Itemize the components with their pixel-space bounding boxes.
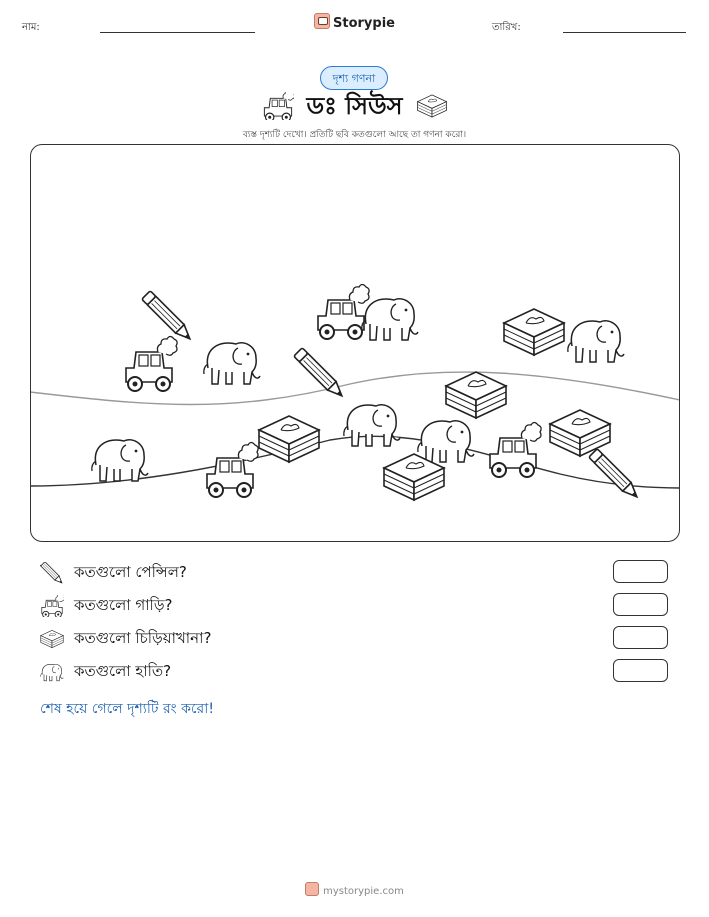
instruction-text: ব্যস্ত দৃশ্যটি দেখো। প্রতিটি ছবি কতগুলো আছে তা গণনা করো। <box>242 130 467 140</box>
zoo-4 <box>384 454 444 500</box>
brand-logo <box>0 13 709 31</box>
answer-box-elephants[interactable] <box>613 659 668 682</box>
zoo-5 <box>550 410 610 456</box>
finish-instruction: শেষ হয়ে গেলে দৃশ্যটি রং করো! <box>40 701 214 717</box>
page-title: ডঃ সিউস <box>306 92 403 120</box>
question-zoos <box>40 626 680 652</box>
zoo-icon <box>416 94 448 118</box>
date-label: তারিখ: <box>492 22 521 33</box>
pencil-icon <box>40 562 64 584</box>
question-pencils <box>40 560 680 586</box>
car-1 <box>126 336 177 391</box>
pencil-2 <box>293 347 345 399</box>
storypie-logo-icon <box>305 882 319 896</box>
footer-url[interactable]: mystorypie.com <box>323 886 404 897</box>
answer-box-pencils[interactable] <box>613 560 668 583</box>
question-elephants <box>40 659 680 685</box>
elephant-2 <box>361 298 417 339</box>
question-text: কতগুলো গাড়ি? <box>74 596 173 614</box>
name-label: নাম: <box>22 22 40 33</box>
zoo-icon <box>40 628 64 650</box>
answer-box-cars[interactable] <box>613 593 668 616</box>
question-text: কতগুলো চিড়িয়াখানা? <box>74 629 212 647</box>
elephant-4 <box>343 404 399 445</box>
question-text: কতগুলো হাতি? <box>74 662 172 680</box>
storypie-logo-icon <box>314 13 330 29</box>
brand-name: Storypie <box>333 16 395 31</box>
elephant-1 <box>203 342 259 383</box>
car-3 <box>207 442 258 497</box>
car-icon <box>40 595 64 617</box>
pencil-3 <box>588 448 640 500</box>
answer-box-zoos[interactable] <box>613 626 668 649</box>
question-text: কতগুলো পেন্সিল? <box>74 563 187 581</box>
counting-scene <box>30 144 680 542</box>
name-field[interactable] <box>100 32 255 33</box>
car-4 <box>490 422 541 477</box>
car-2 <box>318 284 369 339</box>
pencil-1 <box>141 290 193 342</box>
elephant-3 <box>567 320 623 361</box>
elephant-5 <box>91 439 147 480</box>
zoo-1 <box>504 309 564 355</box>
footer <box>0 882 709 897</box>
question-cars <box>40 593 680 619</box>
zoo-2 <box>446 372 506 418</box>
category-badge: দৃশ্য গণনা <box>320 66 388 90</box>
elephant-icon <box>40 661 64 683</box>
date-field[interactable] <box>563 32 686 33</box>
elephant-6 <box>417 420 473 461</box>
